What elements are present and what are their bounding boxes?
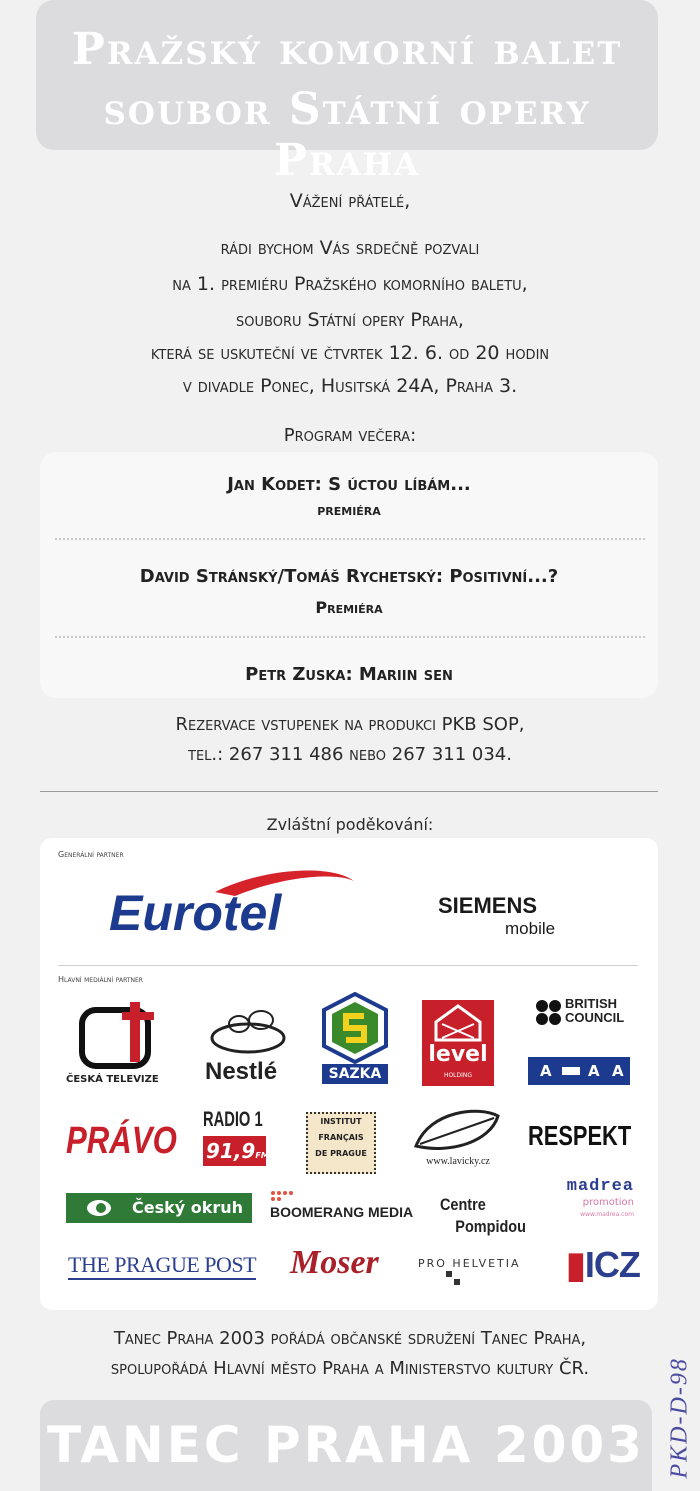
title-line-1: Pražský komorní balet [71,24,623,75]
invitation-line: na 1. premiéru Pražského komorního baletu, [172,273,528,295]
title-line-2: soubor Státní opery Praha [103,84,591,186]
media-partner-label: Hlavní mediální partner [58,975,143,984]
footer-line: Tanec Praha 2003 pořádá občanské sdružení Tanec Praha, [113,1328,587,1349]
program-item-note: Premiéra [315,598,383,617]
icz-logo: ▮ICZ [566,1244,640,1285]
divider [55,636,645,638]
british-council-dots-icon [535,999,563,1027]
festival-title: TANEC PRAHA 2003 [47,1416,645,1474]
british-council-text: COUNCIL [565,1010,625,1025]
festival-banner [40,1400,652,1491]
invitation-line: rádi bychom Vás srdečně pozvali [220,237,480,259]
institut-text: FRANÇAIS [318,1133,364,1142]
afaa-letter: A [612,1062,624,1080]
madrea-logo [552,1177,634,1223]
boomerang-logo [270,1190,430,1226]
institut-francais-logo [306,1112,376,1174]
greeting: Vážení přátelé, [289,190,411,212]
ceska-televize-logo [66,1002,170,1090]
lavicky-url: www.lavicky.cz [426,1156,490,1167]
leaf-icon [410,1106,506,1154]
program-item-title: David Stránský/Tomáš Rychetský: Positivní...? [139,566,559,587]
cesky-okruh-icon [84,1198,114,1218]
level-holding: HOLDING [443,1072,473,1079]
pro-helvetia-text: PRO HELVETIA [418,1257,521,1270]
sazka-wordmark: SAZKA [322,1064,388,1084]
afaa-bar [562,1067,580,1075]
handwritten-note [655,1300,695,1490]
centre-pompidou-logo [440,1194,526,1238]
radio1-frequency: 91,9 [206,1139,256,1163]
radio1-fm: FM [255,1151,269,1160]
program-item-note: premiéra [317,500,381,519]
afaa-letter: A [540,1062,552,1080]
cesky-okruh-text: Český okruh [132,1198,244,1217]
level-logo [422,1000,494,1086]
nestle-wordmark: Nestlé [205,1058,278,1085]
title-banner [36,0,658,186]
afaa-logo [528,1057,630,1085]
thanks-heading: Zvláštní poděkování: [266,815,434,834]
madrea-wordmark: madrea [566,1177,634,1196]
pompidou-text: Pompidou [455,1217,526,1236]
general-partner-label: Generální partner [58,850,124,859]
boomerang-text: BOOMERANG MEDIA [270,1204,414,1220]
reservation-line: Rezervace vstupenek na produkci PKB SOP, [175,714,525,735]
invitation-line: která se uskuteční ve čtvrtek 12. 6. od 20 hodin [150,342,550,364]
pro-helvetia-logo [418,1257,538,1287]
prague-post-logo: THE PRAGUE POST [68,1252,256,1280]
afaa-letter: A [588,1062,600,1080]
divider [40,791,658,792]
ct-screen-icon [70,1002,170,1072]
nestle-logo [203,1000,293,1090]
institut-text: DE PRAGUE [315,1149,367,1158]
invitation-line: souboru Státní opery Praha, [236,309,464,331]
program-item-title: Jan Kodet: S úctou líbám... [227,474,471,495]
invitation-line: v divadle Ponec, Husitská 24A, Praha 3. [182,375,518,397]
madrea-url: www.madrea.com [580,1211,634,1218]
level-house-icon [422,1000,494,1044]
archive-code: PKD-D-98 [666,1357,693,1479]
pro-helvetia-icon [446,1271,460,1285]
radio1-logo [203,1108,273,1172]
boomerang-dots-icon [270,1190,302,1204]
footer-line: spolupořádá Hlavní město Praha a Ministerstvo kultury ČR. [110,1358,590,1379]
divider [58,965,638,966]
nestle-nest-icon [203,1000,293,1058]
moser-logo: Moser [290,1244,379,1281]
respekt-logo: RESPEKT [528,1120,632,1151]
level-wordmark: level [428,1042,488,1067]
eurotel-wordmark: Eurotel [109,885,282,941]
sazka-hexagon-icon [322,992,388,1064]
ct-text: ČESKÁ TELEVIZE [66,1074,159,1085]
reservation-phone: tel.: 267 311 486 nebo 267 311 034. [188,744,512,765]
divider [55,538,645,540]
british-council-text: BRITISH [565,996,617,1011]
radio1-text: RADIO 1 [203,1108,263,1131]
program-item-title: Petr Zuska: Mariin sen [245,664,453,685]
institut-text: INSTITUT [320,1117,362,1126]
british-council-logo [535,997,635,1029]
cesky-okruh-logo [66,1193,252,1223]
program-heading: Program večera: [283,425,417,446]
madrea-promotion: promotion [582,1197,634,1208]
pompidou-text: Centre [440,1195,486,1214]
siemens-logo: SIEMENS [438,893,538,918]
icz-text: ICZ [584,1244,640,1285]
sazka-logo [322,992,388,1088]
eurotel-logo [105,862,365,942]
pravo-logo: PRÁVO [66,1120,177,1162]
siemens-mobile: mobile [505,919,556,938]
lavicky-logo [410,1106,506,1170]
